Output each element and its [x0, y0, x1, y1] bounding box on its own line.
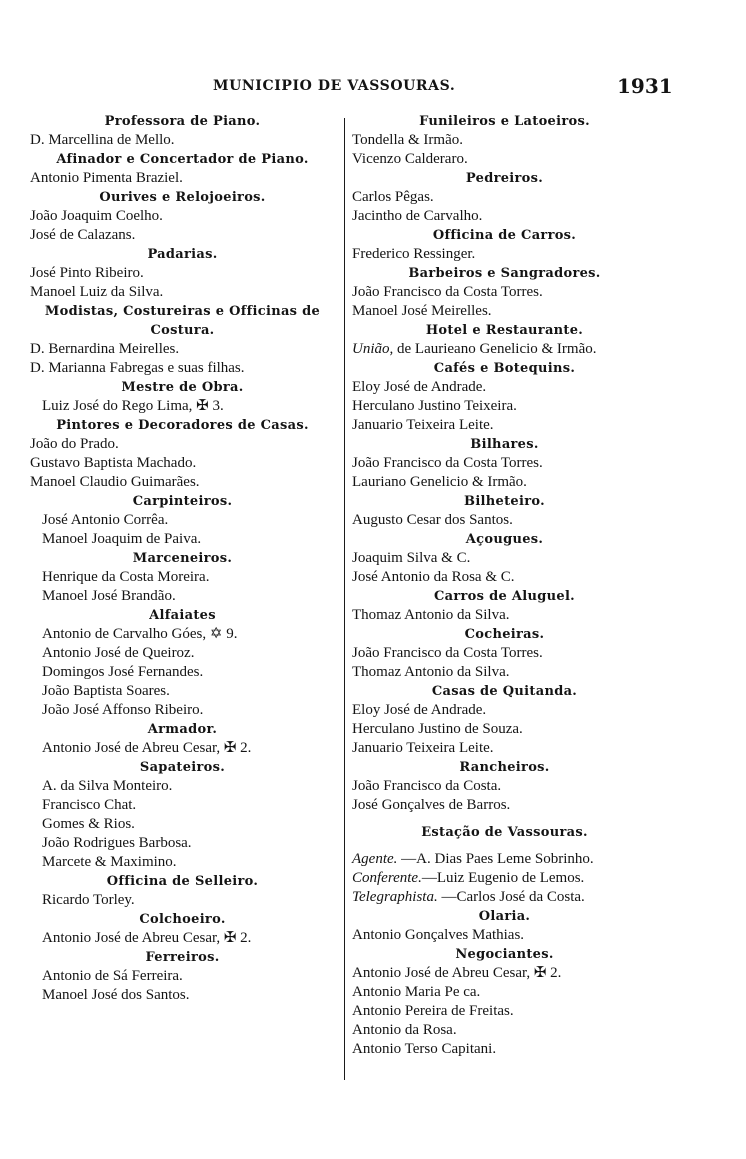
section-heading: Açougues. [465, 532, 544, 547]
listing-entry: Domingos José Fernandes. [42, 664, 204, 680]
section-heading: Cafés e Botequins. [433, 361, 576, 376]
section-heading: Alfaiates [149, 608, 216, 623]
listing-entry: José de Calazans. [30, 227, 136, 243]
role-label: Agente. [352, 851, 398, 867]
section-heading: Professora de Piano. [104, 114, 261, 129]
column-divider [344, 118, 345, 1080]
listing-entry: Antonio José de Abreu Cesar, ✠ 2. [42, 740, 252, 756]
section-heading: Carros de Aluguel. [433, 589, 576, 604]
section-gap [352, 815, 657, 823]
section-heading: Officina de Selleiro. [106, 874, 259, 889]
role-label: Telegraphista. [352, 889, 438, 905]
listing-entry: Henrique da Costa Moreira. [42, 569, 210, 585]
listing-entry: João Baptista Soares. [42, 683, 170, 699]
listing-entry: João José Affonso Ribeiro. [42, 702, 204, 718]
section-heading: Ferreiros. [145, 950, 220, 965]
listing-entry: A. da Silva Monteiro. [42, 778, 173, 794]
section-heading: Carpinteiros. [132, 494, 233, 509]
listing-entry: Lauriano Genelicio & Irmão. [352, 474, 527, 490]
listing-entry: Antonio da Rosa. [352, 1022, 457, 1038]
section-heading: Olaria. [478, 909, 531, 924]
listing-entry: João Francisco da Costa Torres. [352, 284, 543, 300]
page-header [0, 76, 746, 102]
listing-entry: Antonio Pereira de Freitas. [352, 1003, 514, 1019]
listing-entry: Antonio de Carvalho Góes, ✡ 9. [42, 626, 238, 642]
listing-entry: Antonio José de Queiroz. [42, 645, 195, 661]
role-label: Conferente. [352, 870, 422, 886]
listing-entry: José Antonio da Rosa & C. [352, 569, 515, 585]
listing-entry: Manoel José dos Santos. [42, 987, 190, 1003]
listing-entry: Eloy José de Andrade. [352, 702, 487, 718]
listing-entry: Antonio Terso Capitani. [352, 1041, 497, 1057]
listing-entry: José Gonçalves de Barros. [352, 797, 511, 813]
listing-entry: Gustavo Baptista Machado. [30, 455, 197, 471]
section-heading: Officina de Carros. [432, 228, 577, 243]
listing-entry: Tondella & Irmão. [352, 132, 463, 148]
listing-entry: Antonio Gonçalves Mathias. [352, 927, 525, 943]
listing-entry: Herculano Justino Teixeira. [352, 398, 517, 414]
listing-entry: Thomaz Antonio da Silva. [352, 607, 510, 623]
section-heading: Pedreiros. [465, 171, 544, 186]
listing-entry: Gomes & Rios. [42, 816, 135, 832]
listing-entry: João Joaquim Coelho. [30, 208, 163, 224]
listing-entry: Marcete & Maximino. [42, 854, 177, 870]
section-heading: Estação de Vassouras. [421, 825, 588, 840]
section-heading: Costura. [150, 323, 215, 338]
section-heading: Sapateiros. [139, 760, 226, 775]
listing-entry: Augusto Cesar dos Santos. [352, 512, 513, 528]
listing-entry: Antonio Maria Pe ca. [352, 984, 481, 1000]
section-heading: Marceneiros. [132, 551, 233, 566]
listing-entry: Vicenzo Calderaro. [352, 151, 468, 167]
hotel-owner: de Laurieano Genelicio & Irmão. [393, 341, 597, 357]
section-heading: Hotel e Restaurante. [425, 323, 584, 338]
section-heading: Bilhares. [470, 437, 539, 452]
listing-entry [352, 340, 657, 359]
section-heading: Padarias. [147, 247, 218, 262]
listing-entry: Januario Teixeira Leite. [352, 417, 494, 433]
listing-entry: João Francisco da Costa Torres. [352, 455, 543, 471]
listing-entry: Manoel Joaquim de Paiva. [42, 531, 202, 547]
section-heading: Negociantes. [455, 947, 554, 962]
role-holder: —Luiz Eugenio de Lemos. [421, 870, 585, 886]
page-number: 1931 [617, 74, 673, 98]
listing-entry: Manoel Luiz da Silva. [30, 284, 164, 300]
listing-entry: José Antonio Corrêa. [42, 512, 169, 528]
listing-entry: Eloy José de Andrade. [352, 379, 487, 395]
section-heading: Mestre de Obra. [121, 380, 244, 395]
listing-entry: Antonio de Sá Ferreira. [42, 968, 183, 984]
section-heading: Funileiros e Latoeiros. [419, 114, 590, 129]
section-gap [352, 842, 657, 850]
listing-entry: Manoel Claudio Guimarães. [30, 474, 200, 490]
role-holder: —Carlos José da Costa. [437, 889, 585, 905]
section-heading: Modistas, Costureiras e Officinas de [44, 304, 321, 319]
listing-entry: Ricardo Torley. [42, 892, 135, 908]
listing-entry: Carlos Pêgas. [352, 189, 434, 205]
left-column [30, 112, 335, 1005]
listing-entry: D. Marianna Fabregas e suas filhas. [30, 360, 245, 376]
listing-entry: José Pinto Ribeiro. [30, 265, 144, 281]
listing-entry: Antonio José de Abreu Cesar, ✠ 2. [352, 965, 562, 981]
listing-entry: D. Bernardina Meirelles. [30, 341, 180, 357]
listing-entry [352, 869, 657, 888]
listing-entry: Luiz José do Rego Lima, ✠ 3. [42, 398, 224, 414]
listing-entry: Januario Teixeira Leite. [352, 740, 494, 756]
section-heading: Ourives e Relojoeiros. [99, 190, 266, 205]
section-heading: Cocheiras. [464, 627, 545, 642]
right-column [352, 112, 657, 1059]
role-holder: —A. Dias Paes Leme Sobrinho. [397, 851, 594, 867]
listing-entry: João Rodrigues Barbosa. [42, 835, 192, 851]
listing-entry: João Francisco da Costa. [352, 778, 502, 794]
listing-entry: João do Prado. [30, 436, 119, 452]
hotel-name: União, [352, 341, 394, 357]
section-heading: Casas de Quitanda. [431, 684, 578, 699]
listing-entry [352, 850, 657, 869]
listing-entry: Thomaz Antonio da Silva. [352, 664, 510, 680]
listing-entry: Antonio José de Abreu Cesar, ✠ 2. [42, 930, 252, 946]
listing-entry: Antonio Pimenta Braziel. [30, 170, 183, 186]
listing-entry: Manoel José Meirelles. [352, 303, 492, 319]
section-heading: Bilheteiro. [464, 494, 545, 509]
listing-entry: Jacintho de Carvalho. [352, 208, 483, 224]
listing-entry: João Francisco da Costa Torres. [352, 645, 543, 661]
listing-entry [352, 888, 657, 907]
listing-entry: Joaquim Silva & C. [352, 550, 471, 566]
section-heading: Colchoeiro. [139, 912, 226, 927]
listing-entry: Herculano Justino de Souza. [352, 721, 523, 737]
listing-entry: Frederico Ressinger. [352, 246, 476, 262]
section-heading: Pintores e Decoradores de Casas. [56, 418, 309, 433]
listing-entry: Francisco Chat. [42, 797, 137, 813]
section-heading: Afinador e Concertador de Piano. [56, 152, 309, 167]
section-heading: Rancheiros. [459, 760, 550, 775]
section-heading: Barbeiros e Sangradores. [408, 266, 601, 281]
listing-entry: Manoel José Brandão. [42, 588, 176, 604]
listing-entry: D. Marcellina de Mello. [30, 132, 175, 148]
section-heading: Armador. [147, 722, 218, 737]
running-title: MUNICIPIO DE VASSOURAS. [213, 78, 456, 94]
